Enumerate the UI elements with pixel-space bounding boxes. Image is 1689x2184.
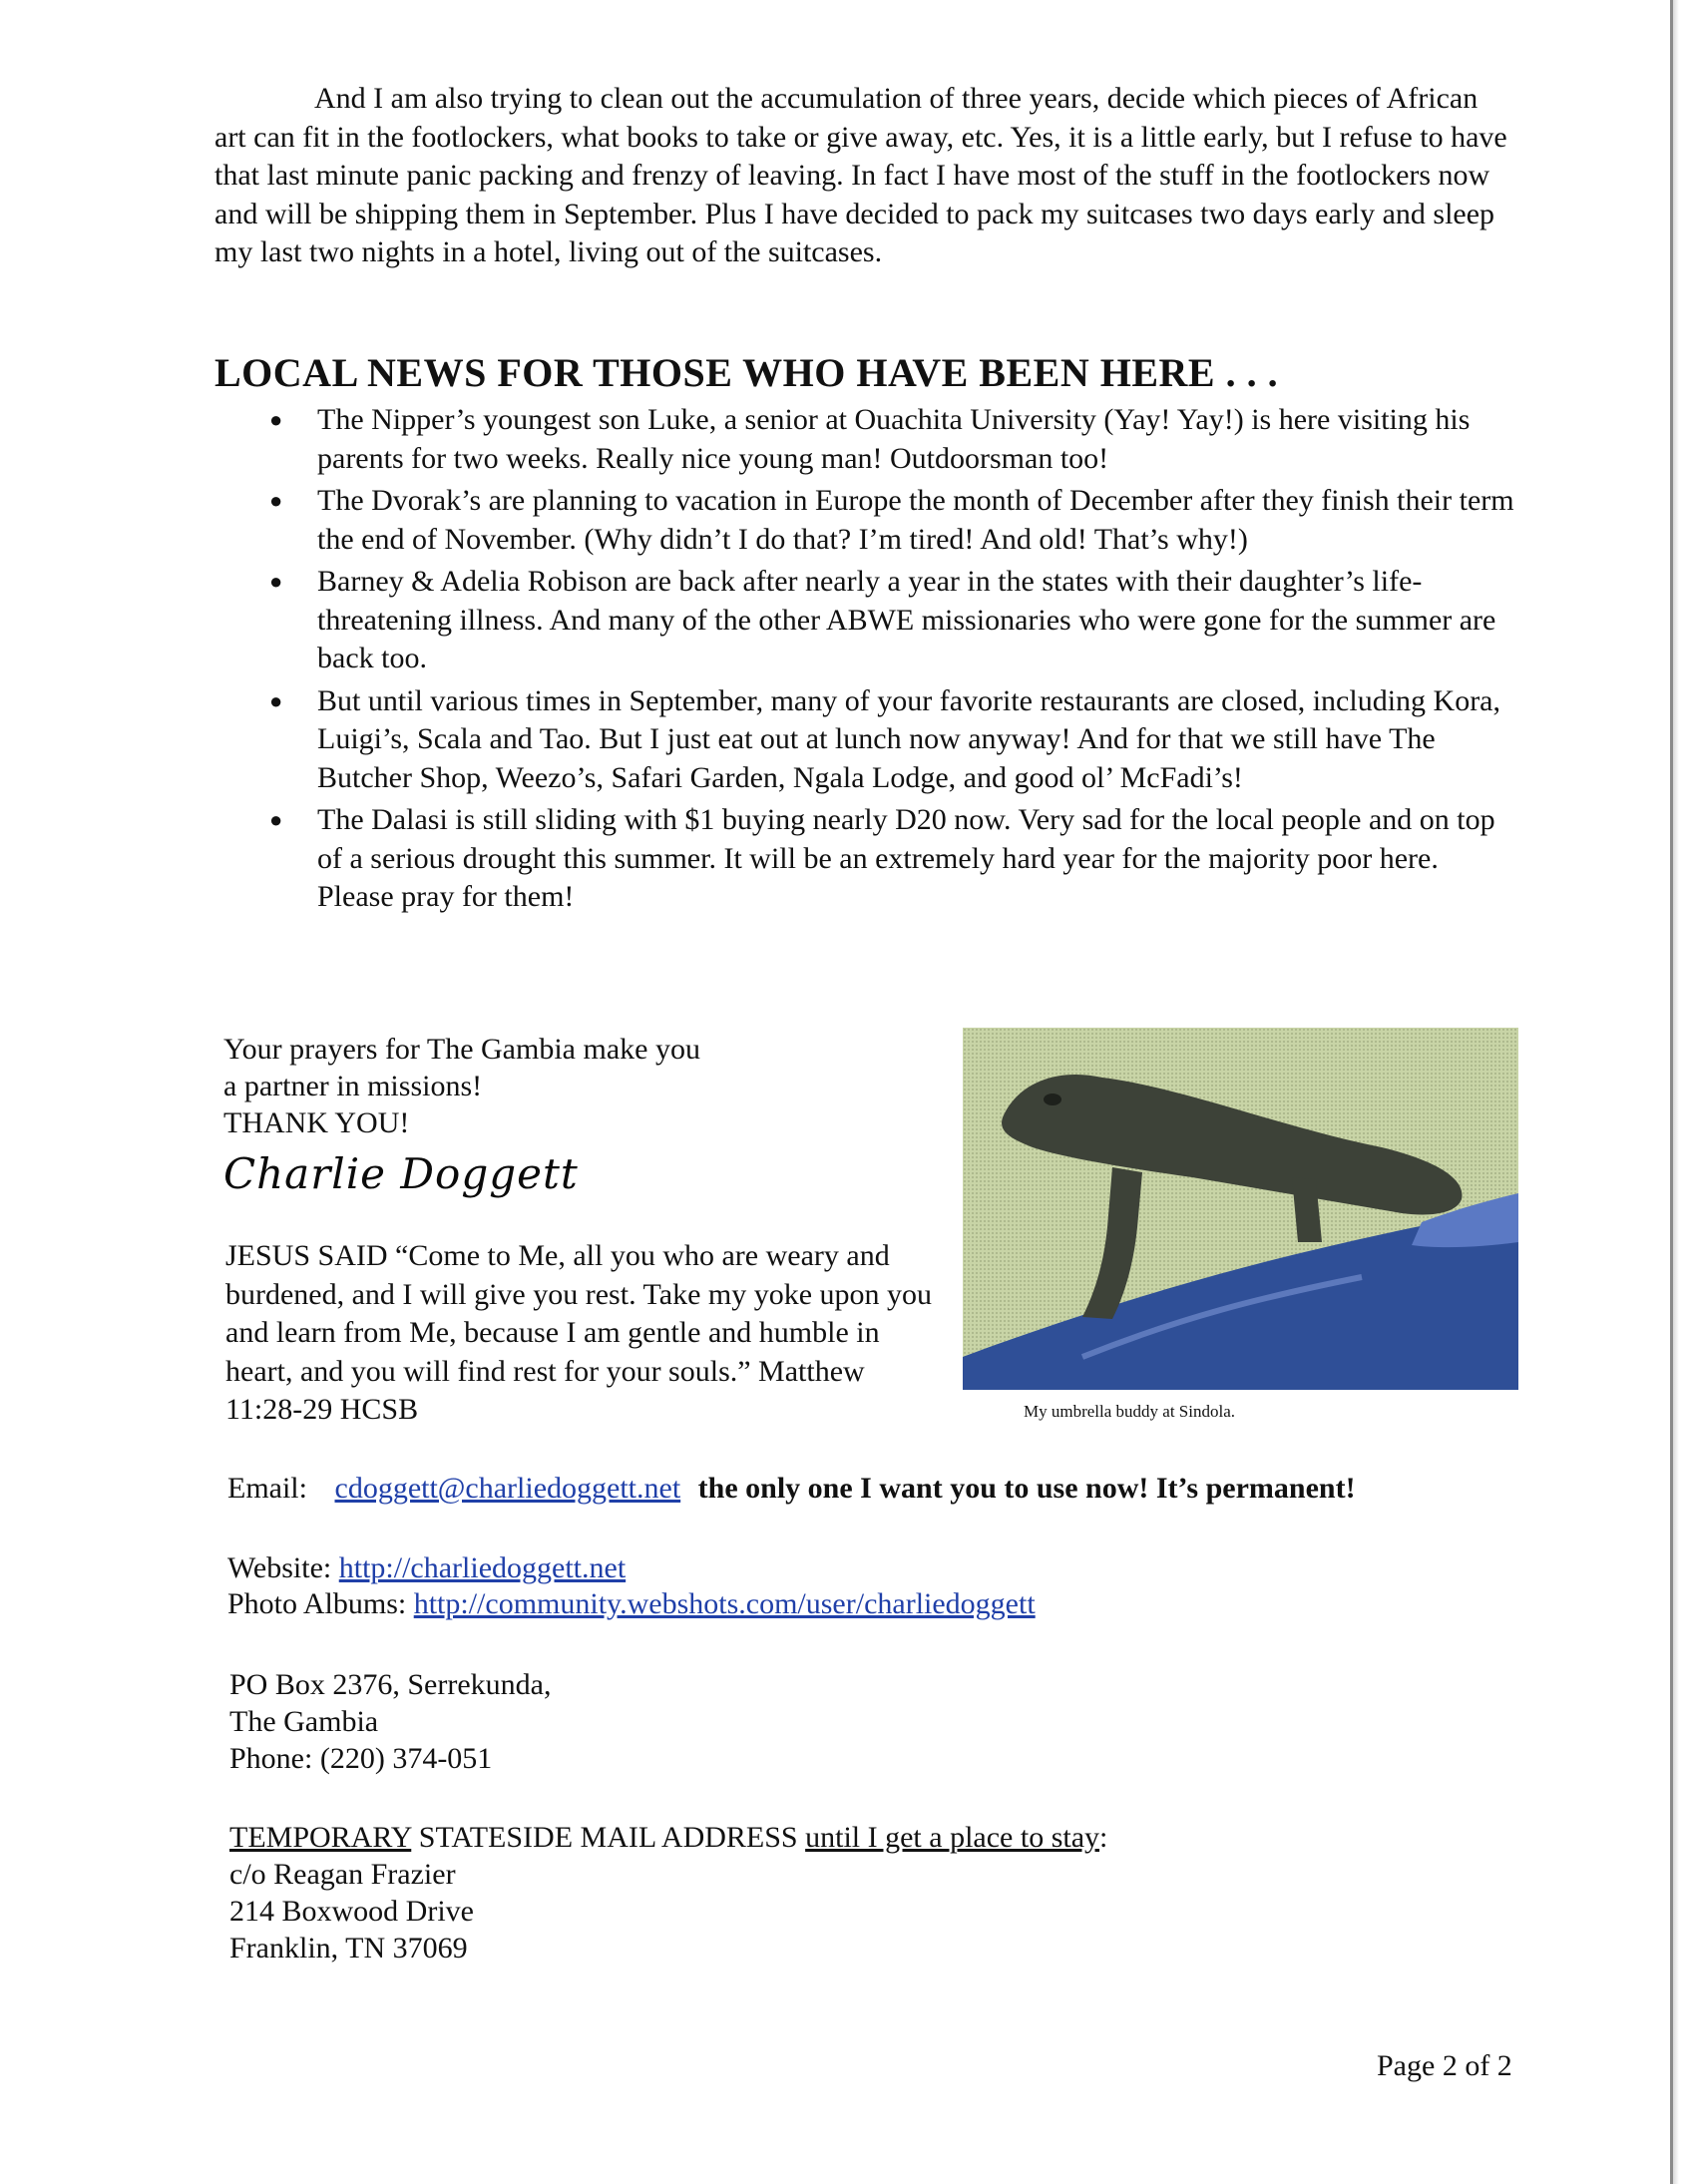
news-item-text: But until various times in September, many of your favorite restaurants are closed, including Kora, Luigi’s, Scala and Tao. But I just eat out at lunch now anyway! And for that we still have The Butcher Shop, Weezo’s, Safari Garden, Ngala Lodge, and good ol’ McFadi’s! — [317, 683, 1500, 794]
email-note: the only one I want you to use now! It’s permanent! — [697, 1472, 1356, 1505]
frog-front-leg — [1082, 1167, 1142, 1319]
website-label: Website: — [227, 1551, 332, 1584]
local-news-heading: LOCAL NEWS FOR THOSE WHO HAVE BEEN HERE . . . — [214, 350, 1279, 395]
bullet-icon: ● — [269, 407, 283, 432]
albums-label: Photo Albums: — [227, 1587, 407, 1620]
list-item — [261, 801, 1518, 917]
news-item-text: The Nipper’s youngest son Luke, a senior at Ouachita University (Yay! Yay!) is here visiting his parents for two weeks. Really nice young man! Outdoorsman too! — [317, 403, 1471, 475]
page-edge-shadow — [1673, 0, 1679, 2184]
email-label: Email: — [227, 1472, 307, 1505]
gambia-address — [229, 1666, 551, 1777]
temporary-label: TEMPORARY — [229, 1821, 412, 1854]
bible-verse: JESUS SAID “Come to Me, all you who are weary and burdened, and I will give you rest. Take my yoke upon you and learn from Me, because I am gentle and humble in heart, and you will find rest for your souls.” Matthew 11:28-29 HCSB — [225, 1239, 933, 1426]
photo-umbrella-buddy — [963, 1028, 1518, 1390]
phone: Phone: (220) 374-051 — [229, 1742, 493, 1775]
country: The Gambia — [229, 1705, 379, 1738]
frog-on-umbrella-image — [963, 1028, 1518, 1390]
po-box: PO Box 2376, Serrekunda, — [229, 1668, 552, 1701]
closing-message — [223, 1031, 700, 1141]
albums-link[interactable]: http://community.webshots.com/user/charliedoggett — [413, 1587, 1036, 1620]
list-item — [261, 482, 1518, 559]
email-link[interactable]: cdoggett@charliedoggett.net — [334, 1472, 681, 1505]
website-link[interactable]: http://charliedoggett.net — [338, 1551, 627, 1584]
stateside-line-2: 214 Boxwood Drive — [229, 1895, 474, 1928]
news-item-text: The Dvorak’s are planning to vacation in Europe the month of December after they finish their term the end of November. (Why didn’t I do that? I’m tired! And old! That’s why!) — [317, 484, 1514, 556]
intro-paragraph — [214, 80, 1511, 272]
bullet-icon: ● — [269, 488, 283, 513]
intro-paragraph-text: And I am also trying to clean out the accumulation of three years, decide which pieces of African art can fit in the footlockers, what books to take or give away, etc. Yes, it is a little early, but I refuse to have that last minute panic packing and frenzy of leaving. In fact I have most of the stuff in the footlockers now and will be shipping them in September. Plus I have decided to pack my suitcases two days early and sleep my last two nights in a hotel, living out of the suitcases. — [214, 82, 1507, 268]
closing-line-2: a partner in missions! — [223, 1070, 483, 1102]
photo-caption: My umbrella buddy at Sindola. — [1024, 1402, 1236, 1421]
list-item — [261, 563, 1518, 678]
email-line — [227, 1472, 1356, 1506]
list-item — [261, 682, 1518, 798]
frog-body-shape — [1002, 1075, 1462, 1215]
frog-eye — [1044, 1093, 1061, 1105]
bullet-icon: ● — [269, 569, 283, 594]
stateside-heading-middle: STATESIDE MAIL ADDRESS — [411, 1821, 806, 1854]
stateside-line-3: Franklin, TN 37069 — [229, 1932, 468, 1965]
page-number: Page 2 of 2 — [1377, 2049, 1512, 2082]
stateside-address — [229, 1819, 1107, 1966]
news-item-text: Barney & Adelia Robison are back after nearly a year in the states with their daughter’s life-threatening illness. And many of the other ABWE missionaries who were gone for the summer are back too. — [317, 565, 1496, 674]
heading-colon: : — [1099, 1821, 1108, 1854]
stateside-line-1: c/o Reagan Frazier — [229, 1858, 456, 1891]
news-item-text: The Dalasi is still sliding with $1 buying nearly D20 now. Very sad for the local people and on top of a serious drought this summer. It will be an extremely hard year for the majority poor here. Please pray for them! — [317, 803, 1495, 913]
signature: Charlie Doggett — [223, 1149, 579, 1198]
local-news-list — [261, 401, 1518, 921]
until-label: until I get a place to stay — [805, 1821, 1100, 1854]
closing-line-3: THANK YOU! — [223, 1106, 410, 1139]
closing-line-1: Your prayers for The Gambia make you — [223, 1033, 700, 1066]
list-item — [261, 401, 1518, 478]
page-edge-line — [1670, 0, 1673, 2184]
bullet-icon: ● — [269, 807, 283, 832]
website-block — [227, 1550, 1036, 1622]
bullet-icon: ● — [269, 687, 283, 713]
